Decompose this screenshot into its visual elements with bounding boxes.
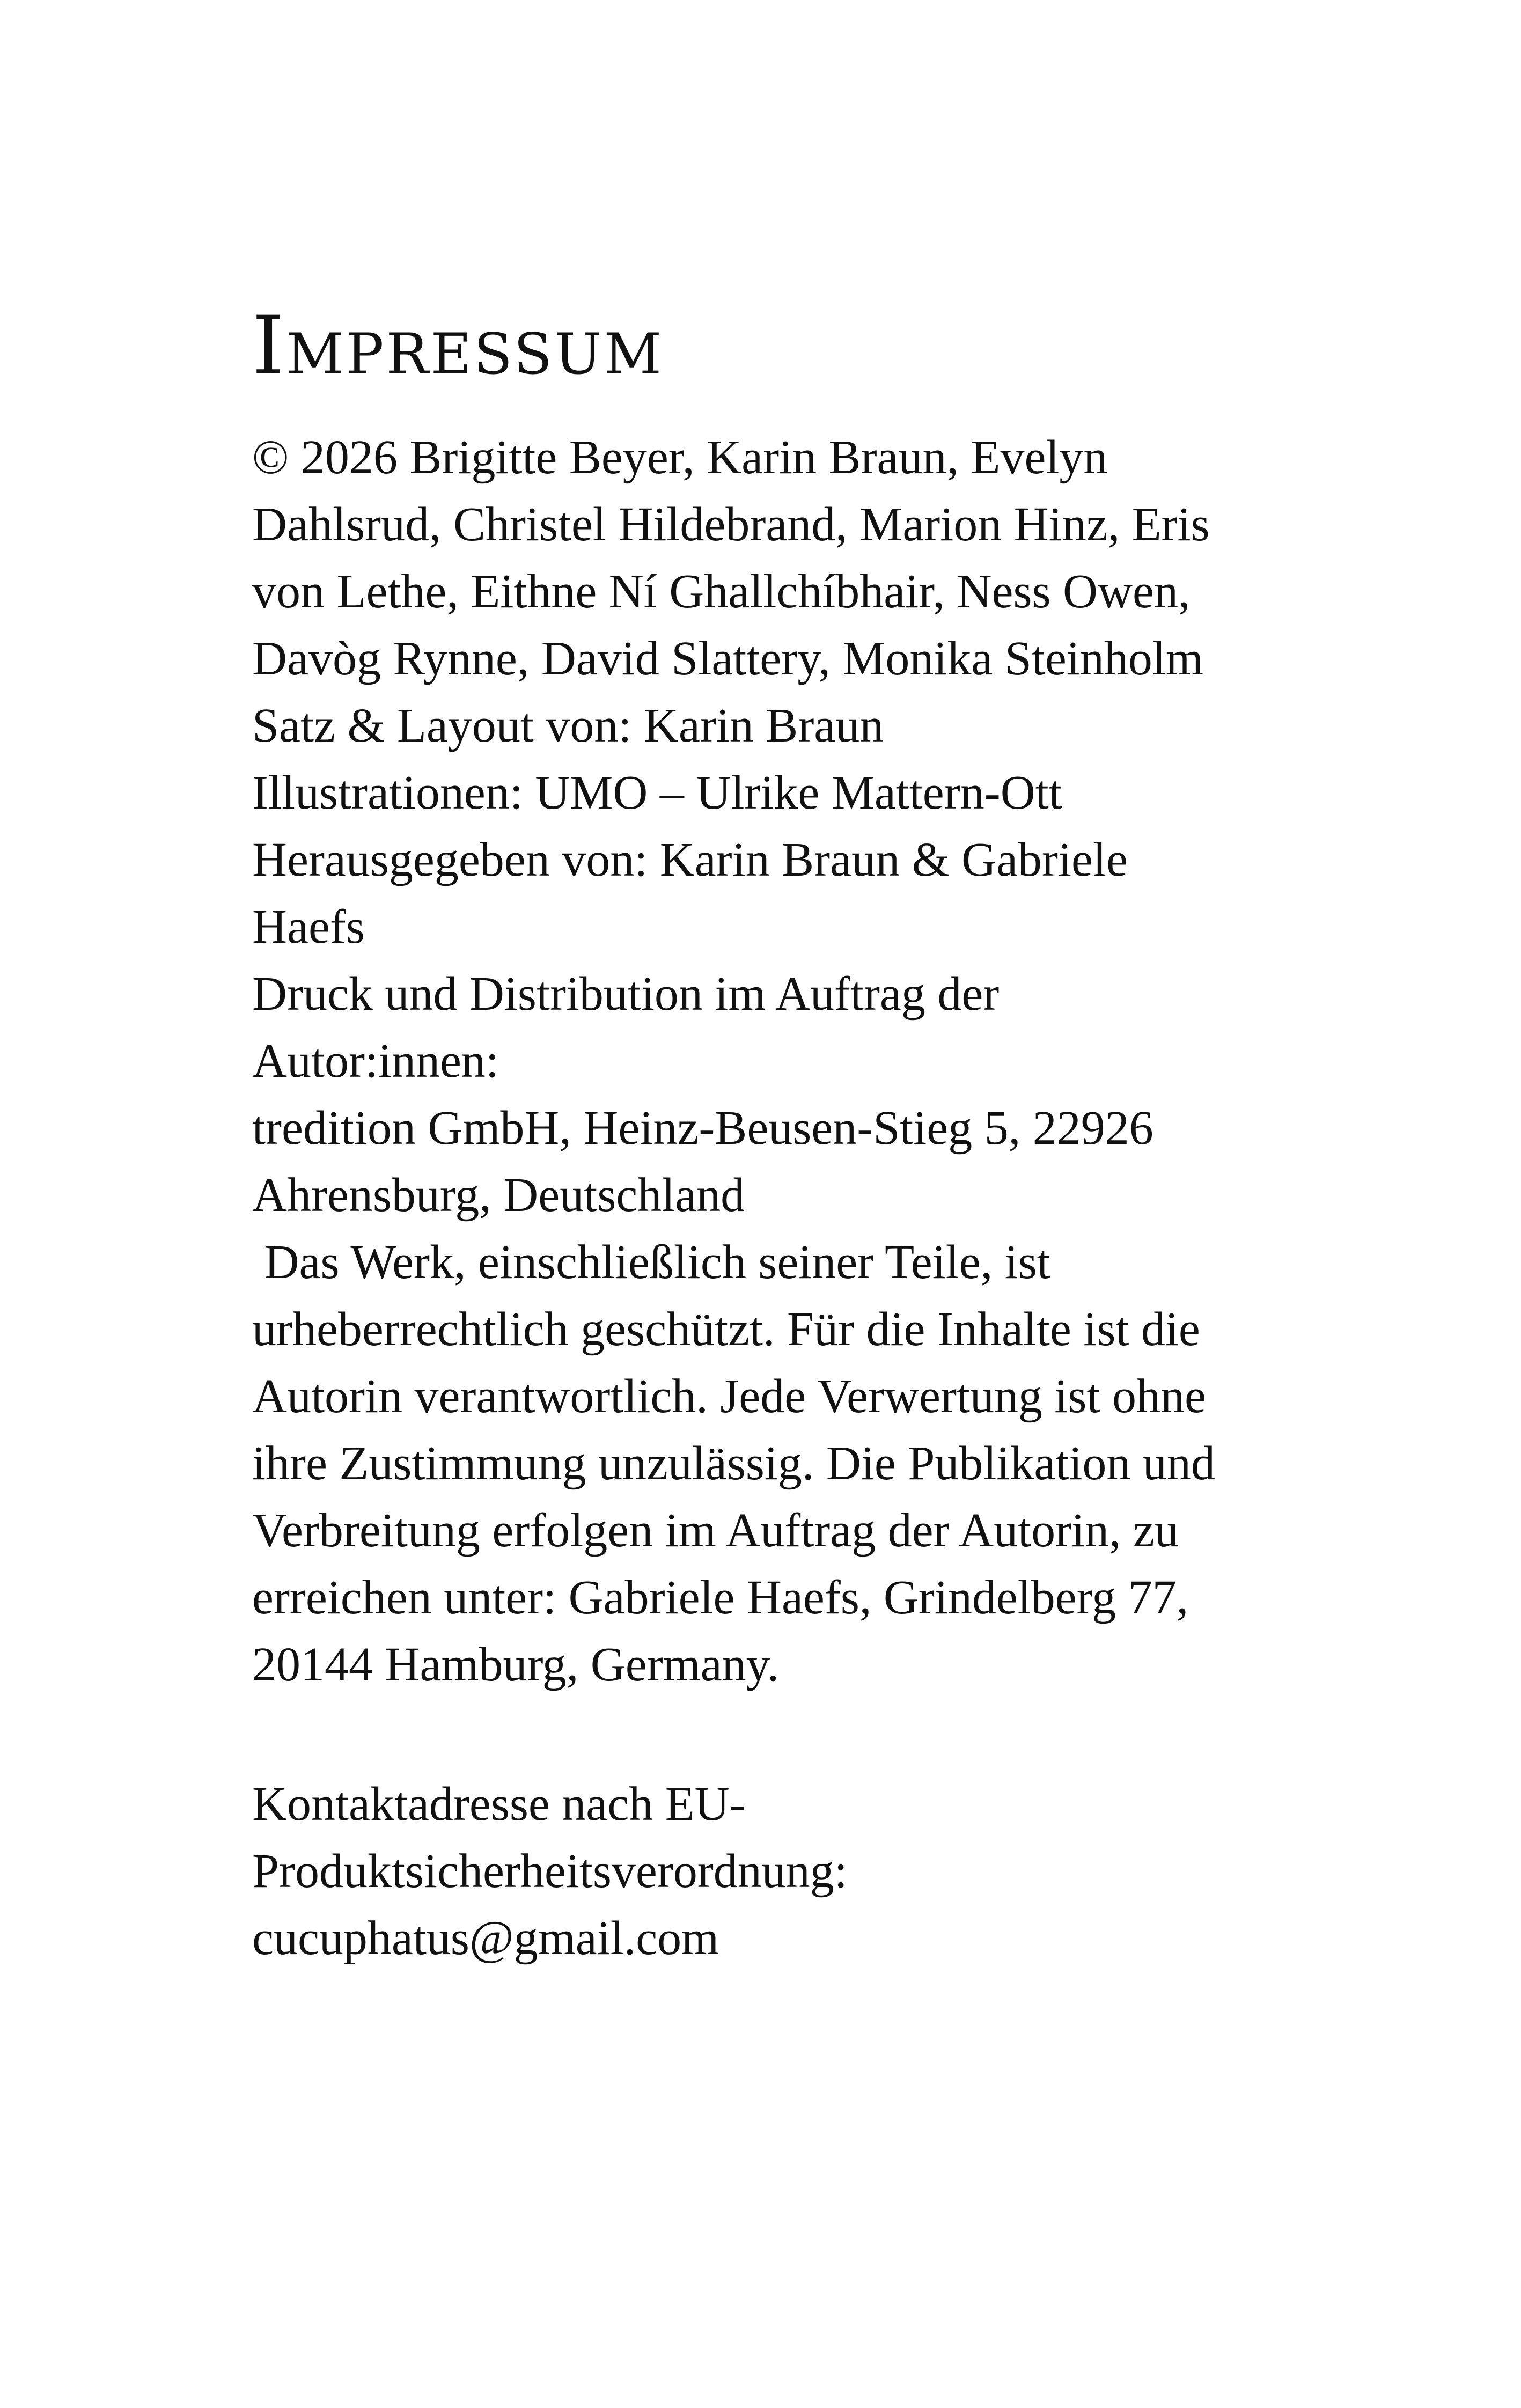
impressum-section	[252, 300, 1272, 1972]
copyright-notice-line-4: ihre Zustimmung unzulässig. Die Publikation und	[252, 1437, 1215, 1490]
imprint-line-editors-2: Haefs	[252, 900, 365, 953]
imprint-line-authors-4: Davòg Rynne, David Slattery, Monika Steinholm	[252, 632, 1203, 685]
imprint-line-illustrations: Illustrationen: UMO – Ulrike Mattern-Ott	[252, 766, 1062, 819]
imprint-line-authors-2: Dahlsrud, Christel Hildebrand, Marion Hinz, Eris	[252, 498, 1210, 551]
imprint-line-copyright: © 2026 Brigitte Beyer, Karin Braun, Evelyn	[252, 431, 1108, 484]
contact-email: cucuphatus@gmail.com	[252, 1912, 719, 1965]
imprint-line-distribution-2: Autor:innen:	[252, 1034, 499, 1088]
copyright-notice-line-6: erreichen unter: Gabriele Haefs, Grindelberg 77,	[252, 1571, 1189, 1624]
contact-line-2: Produktsicherheitsverordnung:	[252, 1845, 848, 1898]
imprint-line-layout: Satz & Layout von: Karin Braun	[252, 699, 884, 752]
copyright-notice-line-3: Autorin verantwortlich. Jede Verwertung ist ohne	[252, 1370, 1206, 1423]
paragraph-spacer	[252, 1698, 1272, 1771]
imprint-line-publisher-address-2: Ahrensburg, Deutschland	[252, 1169, 745, 1222]
page-title: Impressum	[252, 299, 664, 393]
copyright-notice-line-1: Das Werk, einschließlich seiner Teile, ist	[252, 1236, 1050, 1289]
imprint-line-editors: Herausgegeben von: Karin Braun & Gabriele	[252, 833, 1128, 886]
imprint-line-publisher-address: tredition GmbH, Heinz-Beusen-Stieg 5, 22926	[252, 1102, 1153, 1155]
copyright-notice-line-2: urheberrechtlich geschützt. Für die Inhalte ist die	[252, 1303, 1200, 1356]
copyright-notice-line-5: Verbreitung erfolgen im Auftrag der Autorin, zu	[252, 1504, 1179, 1557]
imprint-text	[252, 424, 1272, 1972]
contact-line-1: Kontaktadresse nach EU-	[252, 1778, 746, 1831]
imprint-line-distribution: Druck und Distribution im Auftrag der	[252, 967, 1000, 1021]
imprint-line-authors-3: von Lethe, Eithne Ní Ghallchíbhair, Ness Owen,	[252, 565, 1191, 618]
copyright-notice-line-7: 20144 Hamburg, Germany.	[252, 1638, 780, 1691]
